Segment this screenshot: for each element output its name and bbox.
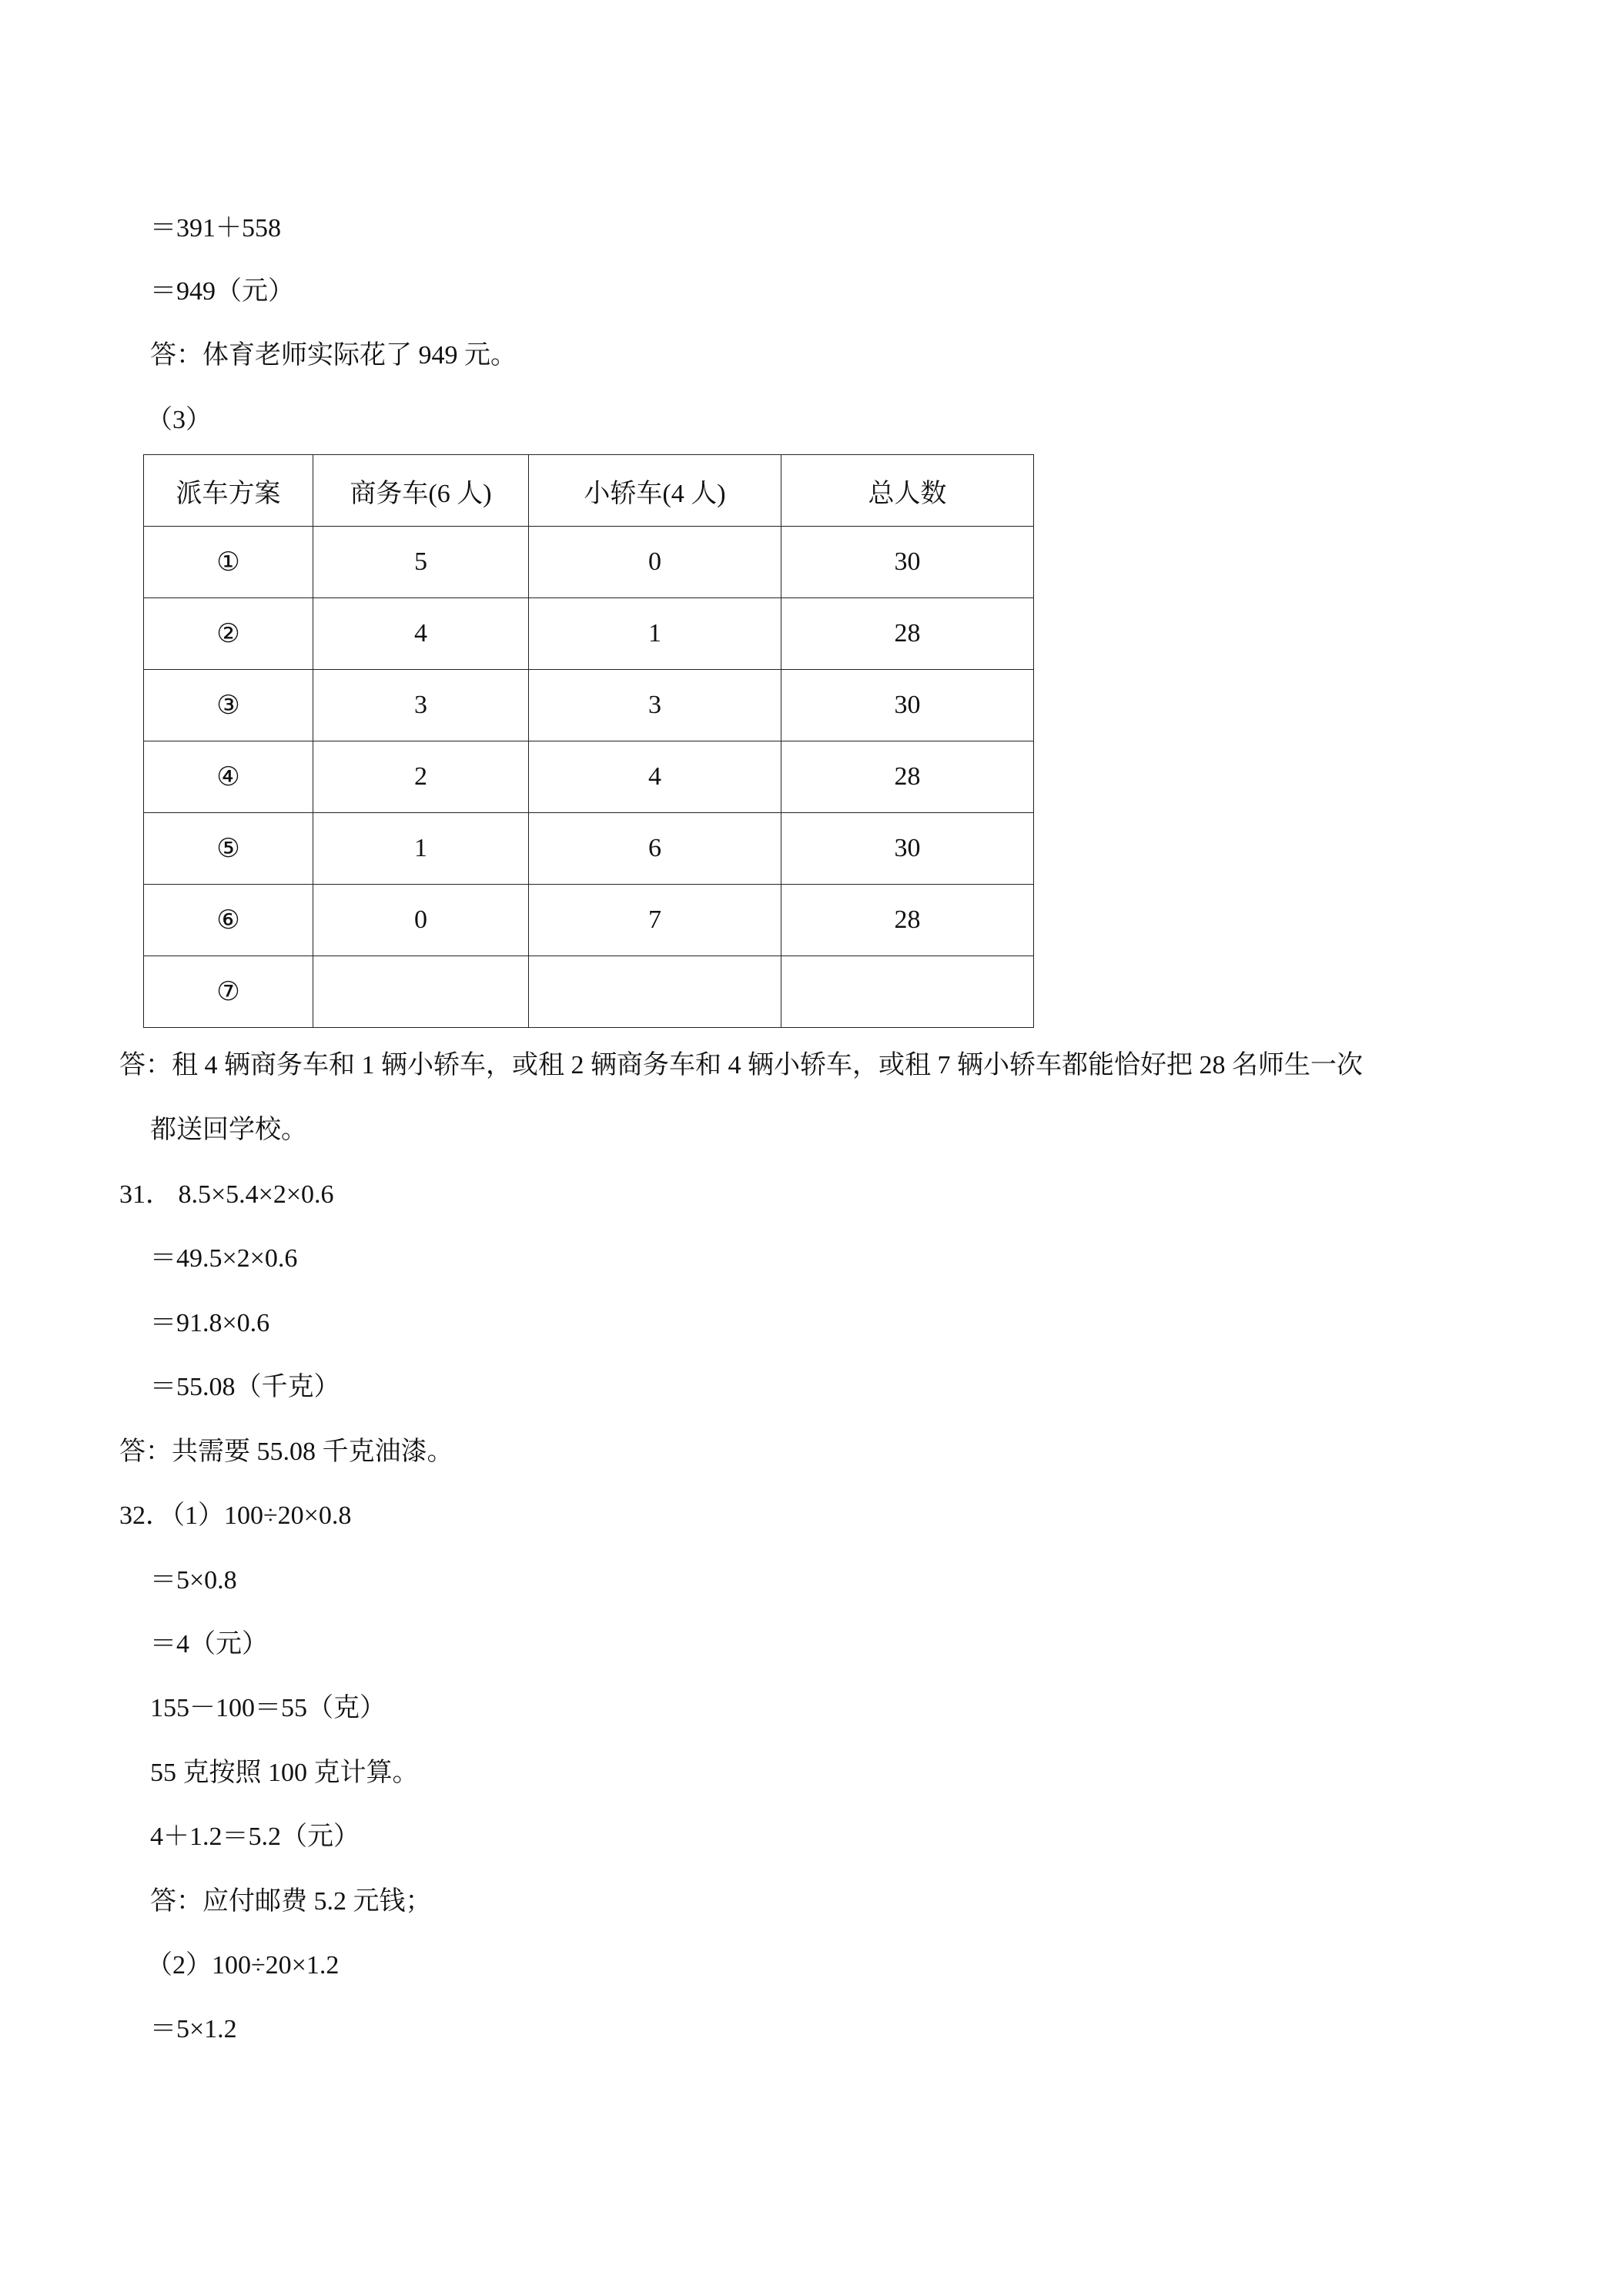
q31-line-3: ＝91.8×0.6 — [150, 1309, 270, 1337]
table-cell: ④ — [144, 741, 313, 813]
table-row — [144, 885, 1034, 956]
table-cell: 30 — [781, 670, 1034, 741]
table-header-row — [144, 455, 1034, 527]
table-cell: 4 — [313, 598, 529, 670]
table-cell: 0 — [313, 885, 529, 956]
answer-line-30-cont: 都送回学校。 — [150, 1116, 307, 1144]
table-cell: 1 — [313, 813, 529, 885]
table-row — [144, 956, 1034, 1028]
table-cell: ② — [144, 598, 313, 670]
q32-line-9: ＝5×1.2 — [150, 2015, 237, 2043]
table-header-cell: 总人数 — [781, 455, 1034, 527]
q31-answer: 答：共需要 55.08 千克油漆。 — [119, 1438, 453, 1466]
q32-line-6: 4＋1.2＝5.2（元） — [150, 1822, 360, 1851]
q31-line-2: ＝49.5×2×0.6 — [150, 1244, 298, 1273]
q31-line-1: 31． 8.5×5.4×2×0.6 — [119, 1180, 334, 1209]
table-header-cell: 商务车(6 人) — [313, 455, 529, 527]
table-cell: 6 — [529, 813, 781, 885]
table-cell: 1 — [529, 598, 781, 670]
table-cell: ⑦ — [144, 956, 313, 1028]
table-cell: 0 — [529, 527, 781, 598]
table-cell: ③ — [144, 670, 313, 741]
table-cell: ① — [144, 527, 313, 598]
q31-line-4: ＝55.08（千克） — [150, 1373, 340, 1401]
part-label-3: （3） — [146, 406, 212, 434]
q32-line-4: 155－100＝55（克） — [150, 1694, 386, 1722]
table-cell: 28 — [781, 598, 1034, 670]
q32-line-1: 32．（1）100÷20×0.8 — [119, 1501, 352, 1530]
table-cell: 7 — [529, 885, 781, 956]
table-row — [144, 670, 1034, 741]
table-row — [144, 741, 1034, 813]
table-cell: 28 — [781, 741, 1034, 813]
table-cell — [529, 956, 781, 1028]
table-cell: 5 — [313, 527, 529, 598]
dispatch-plan-table — [143, 454, 1034, 1028]
q32-line-2: ＝5×0.8 — [150, 1566, 237, 1595]
table-header-cell: 小轿车(4 人) — [529, 455, 781, 527]
q32-answer-1: 答：应付邮费 5.2 元钱； — [150, 1887, 432, 1916]
table-row — [144, 813, 1034, 885]
table-cell: 3 — [313, 670, 529, 741]
answer-line-29-2: 答：体育老师实际花了 949 元。 — [150, 341, 517, 370]
table-cell: 30 — [781, 527, 1034, 598]
q32-line-8: （2）100÷20×1.2 — [146, 1951, 340, 1980]
table-cell: 3 — [529, 670, 781, 741]
table-cell — [781, 956, 1034, 1028]
table-cell: 2 — [313, 741, 529, 813]
table-header-cell: 派车方案 — [144, 455, 313, 527]
table-cell: ⑤ — [144, 813, 313, 885]
table-cell: 4 — [529, 741, 781, 813]
q32-line-3: ＝4（元） — [150, 1630, 268, 1658]
calc-line-1: ＝391＋558 — [150, 214, 281, 243]
q32-line-5: 55 克按照 100 克计算。 — [150, 1759, 419, 1787]
answer-line-30: 答：租 4 辆商务车和 1 辆小轿车，或租 2 辆商务车和 4 辆小轿车，或租 7 辆小轿车都能恰好把 28 名师生一次 — [119, 1051, 1363, 1079]
table-cell: 30 — [781, 813, 1034, 885]
table-row — [144, 598, 1034, 670]
calc-line-2: ＝949（元） — [150, 277, 294, 306]
table-cell: 28 — [781, 885, 1034, 956]
table-cell: ⑥ — [144, 885, 313, 956]
table-row — [144, 527, 1034, 598]
table-cell — [313, 956, 529, 1028]
